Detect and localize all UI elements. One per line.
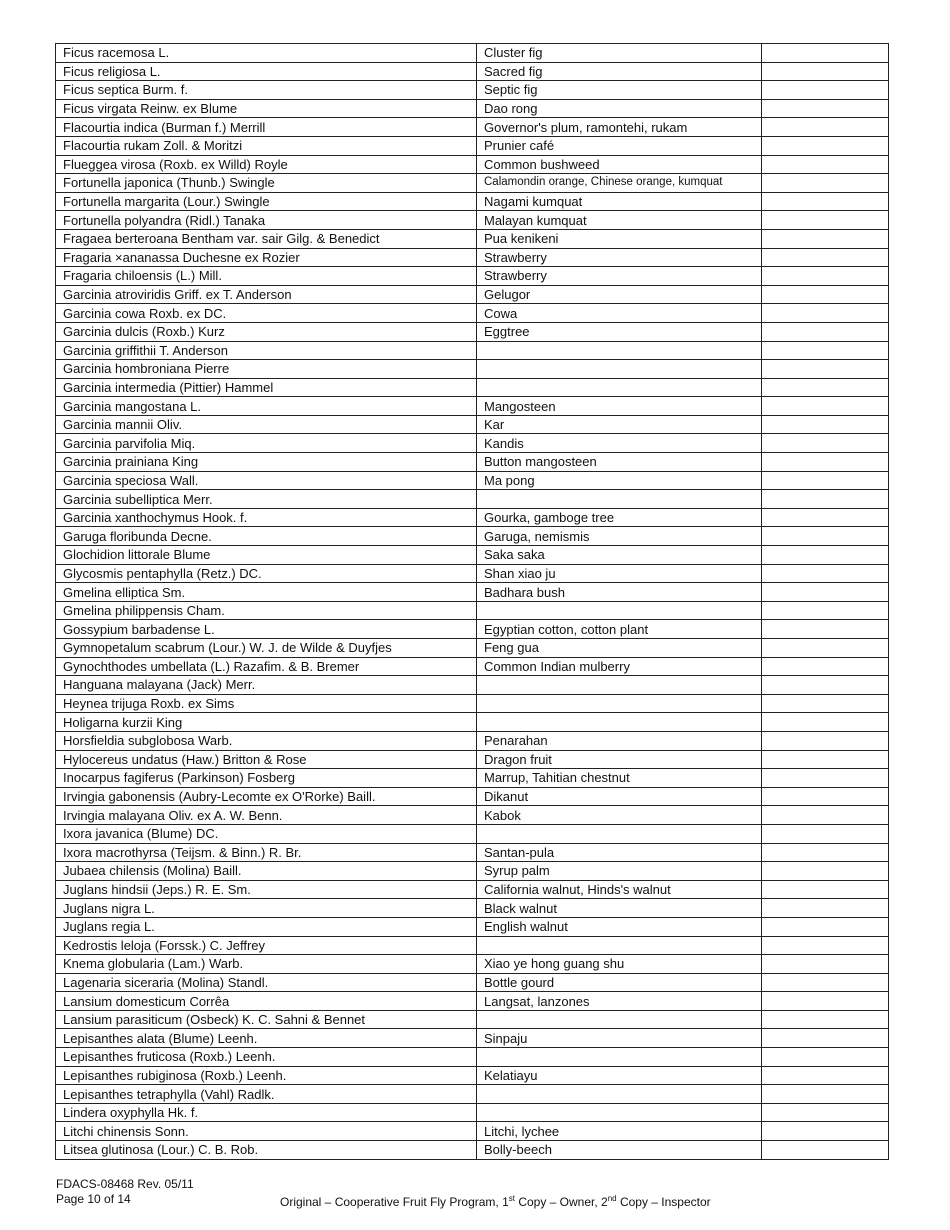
common-name-cell: Cluster fig <box>477 44 762 63</box>
table-row <box>56 229 889 248</box>
blank-cell <box>762 564 889 583</box>
table-row <box>56 694 889 713</box>
scientific-name-cell: Knema globularia (Lam.) Warb. <box>56 955 477 974</box>
blank-cell <box>762 731 889 750</box>
blank-cell <box>762 657 889 676</box>
blank-cell <box>762 936 889 955</box>
blank-cell <box>762 229 889 248</box>
scientific-name-cell: Gmelina elliptica Sm. <box>56 583 477 602</box>
table-row <box>56 657 889 676</box>
scientific-name-cell: Kedrostis leloja (Forssk.) C. Jeffrey <box>56 936 477 955</box>
blank-cell <box>762 508 889 527</box>
distribution-note <box>280 1191 711 1210</box>
scientific-name-cell: Holigarna kurzii King <box>56 713 477 732</box>
blank-cell <box>762 1103 889 1122</box>
table-row <box>56 136 889 155</box>
blank-cell <box>762 81 889 100</box>
common-name-cell: Mangosteen <box>477 397 762 416</box>
table-row <box>56 955 889 974</box>
blank-cell <box>762 453 889 472</box>
common-name-cell: Egyptian cotton, cotton plant <box>477 620 762 639</box>
common-name-cell: Calamondin orange, Chinese orange, kumquat <box>477 174 762 193</box>
table-row <box>56 341 889 360</box>
blank-cell <box>762 639 889 658</box>
common-name-cell: Nagami kumquat <box>477 192 762 211</box>
common-name-cell: Common bushweed <box>477 155 762 174</box>
blank-cell <box>762 676 889 695</box>
scientific-name-cell: Flueggea virosa (Roxb. ex Willd) Royle <box>56 155 477 174</box>
scientific-name-cell: Fortunella margarita (Lour.) Swingle <box>56 192 477 211</box>
common-name-cell: Strawberry <box>477 267 762 286</box>
scientific-name-cell: Garcinia prainiana King <box>56 453 477 472</box>
table-row <box>56 453 889 472</box>
scientific-name-cell: Juglans nigra L. <box>56 899 477 918</box>
scientific-name-cell: Garcinia dulcis (Roxb.) Kurz <box>56 322 477 341</box>
table-row <box>56 992 889 1011</box>
scientific-name-cell: Garcinia hombroniana Pierre <box>56 360 477 379</box>
table-row <box>56 824 889 843</box>
common-name-cell: Shan xiao ju <box>477 564 762 583</box>
table-row <box>56 899 889 918</box>
blank-cell <box>762 824 889 843</box>
blank-cell <box>762 1010 889 1029</box>
table-row <box>56 508 889 527</box>
common-name-cell: Prunier café <box>477 136 762 155</box>
blank-cell <box>762 620 889 639</box>
blank-cell <box>762 155 889 174</box>
scientific-name-cell: Fragaria ×ananassa Duchesne ex Rozier <box>56 248 477 267</box>
table-row <box>56 211 889 230</box>
scientific-name-cell: Fragaea berteroana Bentham var. sair Gilg. & Benedict <box>56 229 477 248</box>
common-name-cell: Gourka, gamboge tree <box>477 508 762 527</box>
table-row <box>56 639 889 658</box>
blank-cell <box>762 174 889 193</box>
scientific-name-cell: Ficus racemosa L. <box>56 44 477 63</box>
table-row <box>56 322 889 341</box>
common-name-cell: Kandis <box>477 434 762 453</box>
common-name-cell: Governor's plum, ramontehi, rukam <box>477 118 762 137</box>
scientific-name-cell: Juglans regia L. <box>56 917 477 936</box>
blank-cell <box>762 397 889 416</box>
common-name-cell: Black walnut <box>477 899 762 918</box>
common-name-cell: Button mangosteen <box>477 453 762 472</box>
blank-cell <box>762 769 889 788</box>
common-name-cell: Strawberry <box>477 248 762 267</box>
footer-form-info <box>56 1177 194 1207</box>
scientific-name-cell: Garuga floribunda Decne. <box>56 527 477 546</box>
blank-cell <box>762 1048 889 1067</box>
table-row <box>56 1066 889 1085</box>
table-row <box>56 471 889 490</box>
table-row <box>56 806 889 825</box>
scientific-name-cell: Gynochthodes umbellata (L.) Razafim. & B. Bremer <box>56 657 477 676</box>
table-row <box>56 787 889 806</box>
table-row <box>56 917 889 936</box>
blank-cell <box>762 917 889 936</box>
scientific-name-cell: Fortunella polyandra (Ridl.) Tanaka <box>56 211 477 230</box>
common-name-cell: California walnut, Hinds's walnut <box>477 880 762 899</box>
blank-cell <box>762 546 889 565</box>
scientific-name-cell: Litchi chinensis Sonn. <box>56 1122 477 1141</box>
scientific-name-cell: Irvingia gabonensis (Aubry-Lecomte ex O'Rorke) Baill. <box>56 787 477 806</box>
distribution-text-a: Original – Cooperative Fruit Fly Program, 1 <box>280 1195 509 1209</box>
blank-cell <box>762 471 889 490</box>
table-row <box>56 415 889 434</box>
common-name-cell <box>477 713 762 732</box>
blank-cell <box>762 1066 889 1085</box>
scientific-name-cell: Lepisanthes fruticosa (Roxb.) Leenh. <box>56 1048 477 1067</box>
distribution-sup-2: nd <box>607 1194 617 1203</box>
common-name-cell: Malayan kumquat <box>477 211 762 230</box>
common-name-cell: Cowa <box>477 304 762 323</box>
common-name-cell: Septic fig <box>477 81 762 100</box>
common-name-cell <box>477 341 762 360</box>
blank-cell <box>762 899 889 918</box>
common-name-cell: Xiao ye hong guang shu <box>477 955 762 974</box>
table-row <box>56 378 889 397</box>
scientific-name-cell: Ficus septica Burm. f. <box>56 81 477 100</box>
blank-cell <box>762 490 889 509</box>
scientific-name-cell: Ficus religiosa L. <box>56 62 477 81</box>
table-row <box>56 174 889 193</box>
blank-cell <box>762 118 889 137</box>
common-name-cell <box>477 360 762 379</box>
common-name-cell: Sacred fig <box>477 62 762 81</box>
scientific-name-cell: Gossypium barbadense L. <box>56 620 477 639</box>
form-id: FDACS-08468 Rev. 05/11 <box>56 1177 194 1191</box>
common-name-cell: Penarahan <box>477 731 762 750</box>
scientific-name-cell: Garcinia griffithii T. Anderson <box>56 341 477 360</box>
table-row <box>56 285 889 304</box>
table-row <box>56 397 889 416</box>
table-row <box>56 267 889 286</box>
scientific-name-cell: Glycosmis pentaphylla (Retz.) DC. <box>56 564 477 583</box>
table-row <box>56 1122 889 1141</box>
common-name-cell: Dikanut <box>477 787 762 806</box>
scientific-name-cell: Gmelina philippensis Cham. <box>56 601 477 620</box>
common-name-cell: Saka saka <box>477 546 762 565</box>
page-number: Page 10 of 14 <box>56 1192 131 1206</box>
host-table-body <box>56 44 889 1160</box>
scientific-name-cell: Fortunella japonica (Thunb.) Swingle <box>56 174 477 193</box>
scientific-name-cell: Garcinia mangostana L. <box>56 397 477 416</box>
table-row <box>56 248 889 267</box>
table-row <box>56 973 889 992</box>
common-name-cell: English walnut <box>477 917 762 936</box>
blank-cell <box>762 285 889 304</box>
common-name-cell: Ma pong <box>477 471 762 490</box>
common-name-cell: Syrup palm <box>477 862 762 881</box>
scientific-name-cell: Garcinia speciosa Wall. <box>56 471 477 490</box>
blank-cell <box>762 527 889 546</box>
scientific-name-cell: Lepisanthes alata (Blume) Leenh. <box>56 1029 477 1048</box>
table-row <box>56 1103 889 1122</box>
table-row <box>56 1029 889 1048</box>
common-name-cell: Eggtree <box>477 322 762 341</box>
blank-cell <box>762 694 889 713</box>
table-row <box>56 1048 889 1067</box>
distribution-text-c: Copy – Inspector <box>616 1195 711 1209</box>
blank-cell <box>762 211 889 230</box>
scientific-name-cell: Horsfieldia subglobosa Warb. <box>56 731 477 750</box>
blank-cell <box>762 992 889 1011</box>
table-row <box>56 1085 889 1104</box>
common-name-cell <box>477 378 762 397</box>
scientific-name-cell: Flacourtia indica (Burman f.) Merrill <box>56 118 477 137</box>
blank-cell <box>762 248 889 267</box>
scientific-name-cell: Hylocereus undatus (Haw.) Britton & Rose <box>56 750 477 769</box>
scientific-name-cell: Jubaea chilensis (Molina) Baill. <box>56 862 477 881</box>
table-row <box>56 118 889 137</box>
table-row <box>56 155 889 174</box>
scientific-name-cell: Lepisanthes tetraphylla (Vahl) Radlk. <box>56 1085 477 1104</box>
common-name-cell <box>477 601 762 620</box>
common-name-cell: Bottle gourd <box>477 973 762 992</box>
scientific-name-cell: Garcinia subelliptica Merr. <box>56 490 477 509</box>
table-row <box>56 192 889 211</box>
common-name-cell: Feng gua <box>477 639 762 658</box>
blank-cell <box>762 1122 889 1141</box>
table-row <box>56 620 889 639</box>
common-name-cell: Gelugor <box>477 285 762 304</box>
scientific-name-cell: Litsea glutinosa (Lour.) C. B. Rob. <box>56 1141 477 1160</box>
common-name-cell: Pua kenikeni <box>477 229 762 248</box>
blank-cell <box>762 44 889 63</box>
table-row <box>56 546 889 565</box>
table-row <box>56 44 889 63</box>
blank-cell <box>762 862 889 881</box>
scientific-name-cell: Flacourtia rukam Zoll. & Moritzi <box>56 136 477 155</box>
scientific-name-cell: Garcinia atroviridis Griff. ex T. Anderson <box>56 285 477 304</box>
blank-cell <box>762 880 889 899</box>
common-name-cell: Santan-pula <box>477 843 762 862</box>
blank-cell <box>762 192 889 211</box>
scientific-name-cell: Hanguana malayana (Jack) Merr. <box>56 676 477 695</box>
scientific-name-cell: Gymnopetalum scabrum (Lour.) W. J. de Wilde & Duyfjes <box>56 639 477 658</box>
scientific-name-cell: Ixora macrothyrsa (Teijsm. & Binn.) R. Br. <box>56 843 477 862</box>
scientific-name-cell: Garcinia xanthochymus Hook. f. <box>56 508 477 527</box>
table-row <box>56 583 889 602</box>
blank-cell <box>762 136 889 155</box>
common-name-cell: Marrup, Tahitian chestnut <box>477 769 762 788</box>
common-name-cell <box>477 694 762 713</box>
scientific-name-cell: Fragaria chiloensis (L.) Mill. <box>56 267 477 286</box>
table-row <box>56 769 889 788</box>
scientific-name-cell: Inocarpus fagiferus (Parkinson) Fosberg <box>56 769 477 788</box>
blank-cell <box>762 267 889 286</box>
blank-cell <box>762 99 889 118</box>
scientific-name-cell: Ficus virgata Reinw. ex Blume <box>56 99 477 118</box>
blank-cell <box>762 601 889 620</box>
blank-cell <box>762 1085 889 1104</box>
common-name-cell: Langsat, lanzones <box>477 992 762 1011</box>
blank-cell <box>762 750 889 769</box>
scientific-name-cell: Garcinia mannii Oliv. <box>56 415 477 434</box>
common-name-cell: Sinpaju <box>477 1029 762 1048</box>
common-name-cell <box>477 1103 762 1122</box>
scientific-name-cell: Ixora javanica (Blume) DC. <box>56 824 477 843</box>
blank-cell <box>762 1141 889 1160</box>
blank-cell <box>762 378 889 397</box>
blank-cell <box>762 1029 889 1048</box>
blank-cell <box>762 713 889 732</box>
scientific-name-cell: Irvingia malayana Oliv. ex A. W. Benn. <box>56 806 477 825</box>
blank-cell <box>762 415 889 434</box>
table-row <box>56 304 889 323</box>
table-row <box>56 527 889 546</box>
scientific-name-cell: Lindera oxyphylla Hk. f. <box>56 1103 477 1122</box>
blank-cell <box>762 787 889 806</box>
common-name-cell <box>477 824 762 843</box>
scientific-name-cell: Garcinia cowa Roxb. ex DC. <box>56 304 477 323</box>
common-name-cell <box>477 676 762 695</box>
table-row <box>56 750 889 769</box>
common-name-cell: Badhara bush <box>477 583 762 602</box>
scientific-name-cell: Garcinia intermedia (Pittier) Hammel <box>56 378 477 397</box>
table-row <box>56 880 889 899</box>
scientific-name-cell: Lansium parasiticum (Osbeck) K. C. Sahni & Bennet <box>56 1010 477 1029</box>
table-row <box>56 81 889 100</box>
table-row <box>56 360 889 379</box>
table-row <box>56 1010 889 1029</box>
table-row <box>56 936 889 955</box>
table-row <box>56 713 889 732</box>
common-name-cell: Common Indian mulberry <box>477 657 762 676</box>
common-name-cell: Dragon fruit <box>477 750 762 769</box>
scientific-name-cell: Heynea trijuga Roxb. ex Sims <box>56 694 477 713</box>
common-name-cell <box>477 1010 762 1029</box>
blank-cell <box>762 955 889 974</box>
blank-cell <box>762 843 889 862</box>
blank-cell <box>762 434 889 453</box>
table-row <box>56 843 889 862</box>
blank-cell <box>762 360 889 379</box>
blank-cell <box>762 304 889 323</box>
common-name-cell <box>477 936 762 955</box>
common-name-cell: Litchi, lychee <box>477 1122 762 1141</box>
scientific-name-cell: Glochidion littorale Blume <box>56 546 477 565</box>
table-row <box>56 1141 889 1160</box>
scientific-name-cell: Lagenaria siceraria (Molina) Standl. <box>56 973 477 992</box>
scientific-name-cell: Lansium domesticum Corrêa <box>56 992 477 1011</box>
blank-cell <box>762 62 889 81</box>
blank-cell <box>762 973 889 992</box>
common-name-cell: Kabok <box>477 806 762 825</box>
blank-cell <box>762 806 889 825</box>
scientific-name-cell: Garcinia parvifolia Miq. <box>56 434 477 453</box>
common-name-cell: Dao rong <box>477 99 762 118</box>
common-name-cell: Kelatiayu <box>477 1066 762 1085</box>
scientific-name-cell: Juglans hindsii (Jeps.) R. E. Sm. <box>56 880 477 899</box>
table-row <box>56 490 889 509</box>
common-name-cell: Garuga, nemismis <box>477 527 762 546</box>
table-row <box>56 62 889 81</box>
scientific-name-cell: Lepisanthes rubiginosa (Roxb.) Leenh. <box>56 1066 477 1085</box>
blank-cell <box>762 583 889 602</box>
common-name-cell <box>477 1048 762 1067</box>
table-row <box>56 99 889 118</box>
distribution-sup-1: st <box>508 1194 515 1203</box>
common-name-cell: Kar <box>477 415 762 434</box>
table-row <box>56 564 889 583</box>
table-row <box>56 601 889 620</box>
common-name-cell <box>477 490 762 509</box>
host-list-table <box>55 43 889 1160</box>
table-row <box>56 434 889 453</box>
distribution-text-b: Copy – Owner, 2 <box>514 1195 608 1209</box>
table-row <box>56 731 889 750</box>
common-name-cell <box>477 1085 762 1104</box>
blank-cell <box>762 341 889 360</box>
table-row <box>56 676 889 695</box>
common-name-cell: Bolly-beech <box>477 1141 762 1160</box>
blank-cell <box>762 322 889 341</box>
table-row <box>56 862 889 881</box>
